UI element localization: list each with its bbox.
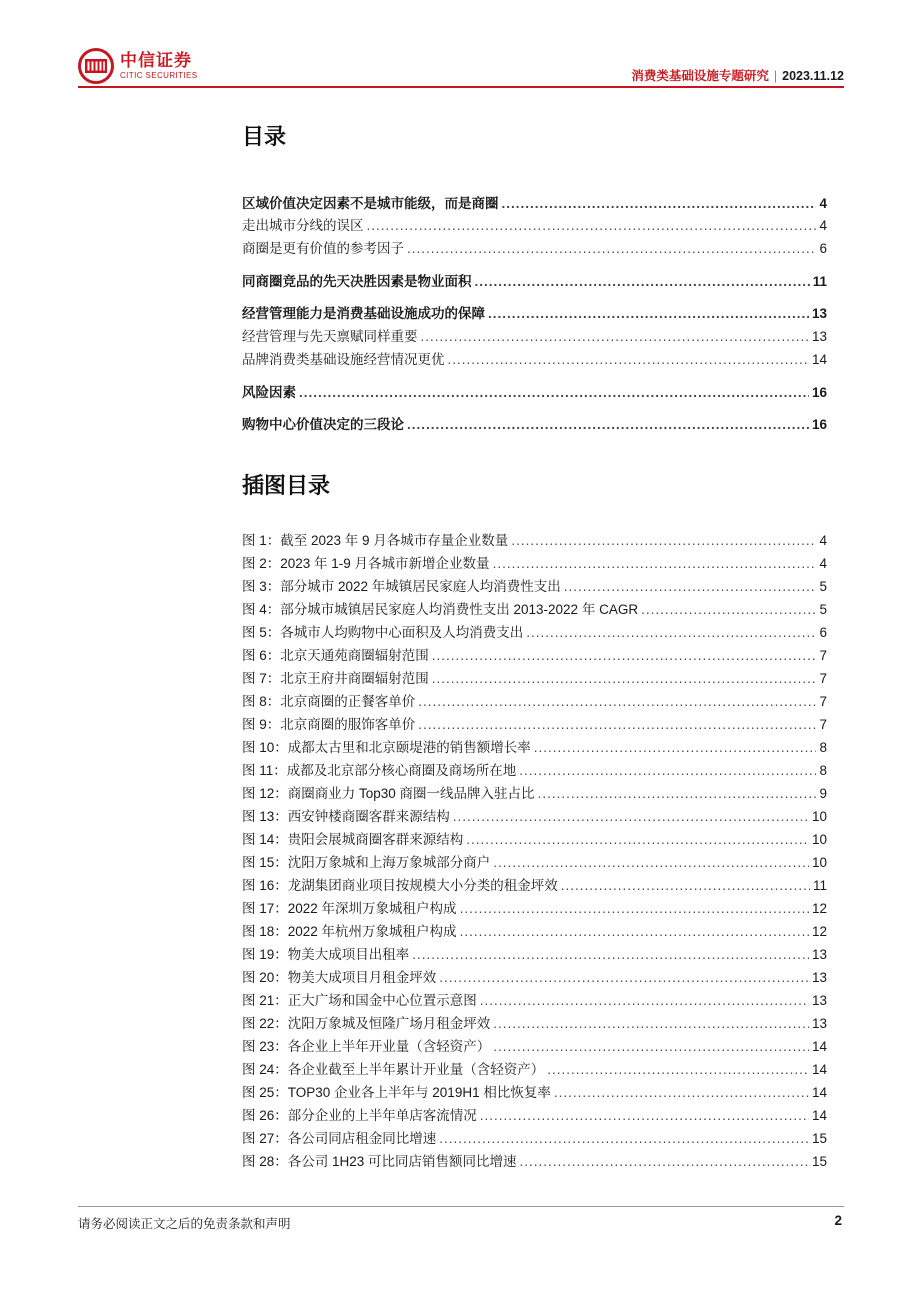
figure-entry-text: 图 2：2023 年 1-9 月各城市新增企业数量 xyxy=(242,556,490,571)
header-meta xyxy=(631,66,844,84)
figure-entry-text: 图 21：正大广场和国金中心位置示意图 xyxy=(242,993,477,1008)
figure-entry[interactable] xyxy=(242,1035,827,1055)
figure-entry[interactable] xyxy=(242,1058,827,1078)
dot-leader xyxy=(493,556,817,571)
figure-entry-page: 10 xyxy=(811,809,827,824)
figure-entry[interactable] xyxy=(242,575,827,595)
toc-entry[interactable] xyxy=(242,270,827,290)
figure-entry[interactable] xyxy=(242,667,827,687)
figure-entry-text: 图 9：北京商圈的服饰客单价 xyxy=(242,717,416,732)
toc-entry-page: 16 xyxy=(811,417,827,432)
figure-entry-text: 图 16：龙湖集团商业项目按规模大小分类的租金坪效 xyxy=(242,878,558,893)
dot-leader xyxy=(520,1154,809,1169)
figure-entry-page: 13 xyxy=(811,1016,827,1031)
figure-entry[interactable] xyxy=(242,989,827,1009)
figure-entry-page: 7 xyxy=(819,694,827,709)
dot-leader xyxy=(534,740,817,755)
figure-entry-text: 图 10：成都太古里和北京颐堤港的销售额增长率 xyxy=(242,740,531,755)
toc-entry-text: 同商圈竞品的先天决胜因素是物业面积 xyxy=(242,274,472,289)
dot-leader xyxy=(418,717,816,732)
figure-entry[interactable] xyxy=(242,851,827,871)
figure-entry-page: 14 xyxy=(811,1085,827,1100)
toc-entry[interactable] xyxy=(242,302,827,322)
dot-leader xyxy=(412,947,809,962)
dot-leader xyxy=(493,1016,809,1031)
toc-entry[interactable] xyxy=(242,413,827,433)
dot-leader xyxy=(407,417,809,432)
figure-entry-page: 7 xyxy=(819,671,827,686)
figure-entry-text: 图 19：物美大成项目出租率 xyxy=(242,947,410,962)
figure-entry-text: 图 25：TOP30 企业各上半年与 2019H1 相比恢复率 xyxy=(242,1085,551,1100)
figure-entry-page: 12 xyxy=(811,901,827,916)
dot-leader xyxy=(448,352,809,367)
figure-entry[interactable] xyxy=(242,897,827,917)
figure-entry-page: 13 xyxy=(811,993,827,1008)
figure-entry-text: 图 7：北京王府井商圈辐射范围 xyxy=(242,671,429,686)
dot-leader xyxy=(460,901,809,916)
figure-entry[interactable] xyxy=(242,1081,827,1101)
toc-entry-page: 16 xyxy=(811,385,827,400)
figure-entry[interactable] xyxy=(242,621,827,641)
figure-entry[interactable] xyxy=(242,874,827,894)
figure-entry-page: 14 xyxy=(811,1108,827,1123)
dot-leader xyxy=(488,306,809,321)
figure-entry-text: 图 1：截至 2023 年 9 月各城市存量企业数量 xyxy=(242,533,509,548)
toc-entry[interactable] xyxy=(242,192,827,212)
figure-entry-page: 15 xyxy=(811,1154,827,1169)
dot-leader xyxy=(299,385,809,400)
figure-entry-text: 图 12：商圈商业力 Top30 商圈一线品牌入驻占比 xyxy=(242,786,535,801)
figure-entry[interactable] xyxy=(242,759,827,779)
figure-entry[interactable] xyxy=(242,736,827,756)
figure-entry-page: 7 xyxy=(819,717,827,732)
dot-leader xyxy=(641,602,816,617)
dot-leader xyxy=(564,579,817,594)
dot-leader xyxy=(407,241,816,256)
dot-leader xyxy=(511,533,816,548)
figure-entry[interactable] xyxy=(242,966,827,986)
toc-entry-page: 4 xyxy=(819,196,827,211)
toc-entry-page: 4 xyxy=(819,218,827,233)
figure-entry[interactable] xyxy=(242,828,827,848)
figure-entry[interactable] xyxy=(242,943,827,963)
dot-leader xyxy=(493,1039,809,1054)
figure-entry-page: 5 xyxy=(819,602,827,617)
figure-entry[interactable] xyxy=(242,920,827,940)
figure-entry-text: 图 18：2022 年杭州万象城租户构成 xyxy=(242,924,457,939)
figure-entry-page: 7 xyxy=(819,648,827,663)
dot-leader xyxy=(519,763,816,778)
figure-entry-text: 图 4：部分城市城镇居民家庭人均消费性支出 2013-2022 年 CAGR xyxy=(242,602,639,617)
dot-leader xyxy=(466,832,809,847)
footer-rule xyxy=(78,1206,844,1207)
figure-entry-text: 图 24：各企业截至上半年累计开业量（含轻资产） xyxy=(242,1062,545,1077)
figure-entry-text: 图 27：各公司同店租金同比增速 xyxy=(242,1131,437,1146)
toc-entry-text: 经营管理能力是消费基础设施成功的保障 xyxy=(242,306,485,321)
figure-entry-page: 13 xyxy=(811,970,827,985)
citic-logo-icon xyxy=(78,48,114,84)
figure-entry-page: 13 xyxy=(811,947,827,962)
toc-entry-text: 商圈是更有价值的参考因子 xyxy=(242,241,404,256)
figure-entry[interactable] xyxy=(242,690,827,710)
dot-leader xyxy=(480,1108,809,1123)
figure-entry-page: 10 xyxy=(811,855,827,870)
dot-leader xyxy=(526,625,816,640)
figure-entry[interactable] xyxy=(242,805,827,825)
dot-leader xyxy=(418,694,816,709)
figure-entry-text: 图 15：沈阳万象城和上海万象城部分商户 xyxy=(242,855,491,870)
dot-leader xyxy=(480,993,809,1008)
dot-leader xyxy=(453,809,809,824)
dot-leader xyxy=(432,648,817,663)
figure-entry-page: 4 xyxy=(819,556,827,571)
dot-leader xyxy=(432,671,817,686)
toc-entry-page: 14 xyxy=(811,352,827,367)
logo-english-name: CITIC SECURITIES xyxy=(120,71,198,80)
toc-entry-text: 区域价值决定因素不是城市能级，而是商圈 xyxy=(242,196,499,211)
toc-entry[interactable] xyxy=(242,325,827,345)
figure-entry[interactable] xyxy=(242,782,827,802)
figure-entry-text: 图 17：2022 年深圳万象城租户构成 xyxy=(242,901,457,916)
report-topic: 消费类基础设施专题研究 xyxy=(631,69,769,83)
figure-entry-page: 10 xyxy=(811,832,827,847)
figure-entry[interactable] xyxy=(242,529,827,549)
footer-disclaimer: 请务必阅读正文之后的免责条款和声明 xyxy=(78,1217,291,1231)
figure-entry-page: 14 xyxy=(811,1062,827,1077)
toc-entry-text: 购物中心价值决定的三段论 xyxy=(242,417,404,432)
dot-leader xyxy=(547,1062,809,1077)
figure-entry-page: 11 xyxy=(812,878,827,893)
toc-entry-page: 13 xyxy=(811,306,827,321)
dot-leader xyxy=(460,924,809,939)
toc-entry-page: 13 xyxy=(811,329,827,344)
figure-entry-page: 6 xyxy=(819,625,827,640)
figure-entry[interactable] xyxy=(242,598,827,618)
header-separator: | xyxy=(773,69,778,83)
figure-entry-text: 图 23：各企业上半年开业量（含轻资产） xyxy=(242,1039,491,1054)
toc-entry-page: 6 xyxy=(819,241,827,256)
header-rule xyxy=(78,86,844,88)
toc-entry-text: 走出城市分线的误区 xyxy=(242,218,364,233)
toc-entry[interactable] xyxy=(242,348,827,368)
figure-entry-text: 图 5：各城市人均购物中心面积及人均消费支出 xyxy=(242,625,524,640)
figure-entry[interactable] xyxy=(242,552,827,572)
figures-title: 插图目录 xyxy=(242,473,331,498)
figure-entry-page: 5 xyxy=(819,579,827,594)
citic-logo xyxy=(78,46,198,86)
dot-leader xyxy=(367,218,817,233)
figure-entry-text: 图 3：部分城市 2022 年城镇居民家庭人均消费性支出 xyxy=(242,579,561,594)
figure-entry-text: 图 13：西安钟楼商圈客群来源结构 xyxy=(242,809,450,824)
toc-entry-page: 11 xyxy=(812,274,827,289)
figure-entry-text: 图 8：北京商圈的正餐客单价 xyxy=(242,694,416,709)
figure-entry-text: 图 26：部分企业的上半年单店客流情况 xyxy=(242,1108,477,1123)
figure-entry-text: 图 14：贵阳会展城商圈客群来源结构 xyxy=(242,832,464,847)
figure-entry-text: 图 11：成都及北京部分核心商圈及商场所在地 xyxy=(242,763,517,778)
figure-entry-text: 图 22：沈阳万象城及恒隆广场月租金坪效 xyxy=(242,1016,491,1031)
figure-entry[interactable] xyxy=(242,1104,827,1124)
figure-entry-text: 图 20：物美大成项目月租金坪效 xyxy=(242,970,437,985)
figure-entry-page: 14 xyxy=(811,1039,827,1054)
figure-entry[interactable] xyxy=(242,1127,827,1147)
figure-entry-page: 9 xyxy=(819,786,827,801)
figure-entry-page: 8 xyxy=(819,763,827,778)
page-number: 2 xyxy=(834,1213,842,1228)
dot-leader xyxy=(439,970,809,985)
figure-entry[interactable] xyxy=(242,1150,827,1170)
toc-entry-text: 品牌消费类基础设施经营情况更优 xyxy=(242,352,445,367)
page-header xyxy=(78,46,844,88)
figure-entry-page: 12 xyxy=(811,924,827,939)
logo-chinese-name: 中信证券 xyxy=(120,51,192,70)
dot-leader xyxy=(493,855,809,870)
figure-entry-text: 图 28：各公司 1H23 可比同店销售额同比增速 xyxy=(242,1154,517,1169)
toc-entry-text: 经营管理与先天禀赋同样重要 xyxy=(242,329,418,344)
report-date: 2023.11.12 xyxy=(782,69,844,83)
dot-leader xyxy=(554,1085,809,1100)
figure-entry[interactable] xyxy=(242,713,827,733)
toc-title: 目录 xyxy=(242,124,287,149)
dot-leader xyxy=(538,786,817,801)
dot-leader xyxy=(561,878,810,893)
figure-entry[interactable] xyxy=(242,1012,827,1032)
dot-leader xyxy=(421,329,809,344)
figure-entry-page: 15 xyxy=(811,1131,827,1146)
dot-leader xyxy=(502,196,817,211)
dot-leader xyxy=(475,274,810,289)
toc-entry-text: 风险因素 xyxy=(242,385,296,400)
toc-entry[interactable] xyxy=(242,237,827,257)
figure-entry-text: 图 6：北京天通苑商圈辐射范围 xyxy=(242,648,429,663)
figure-entry-page: 4 xyxy=(819,533,827,548)
figure-entry[interactable] xyxy=(242,644,827,664)
toc-entry[interactable] xyxy=(242,214,827,234)
dot-leader xyxy=(439,1131,809,1146)
figure-entry-page: 8 xyxy=(819,740,827,755)
toc-entry[interactable] xyxy=(242,381,827,401)
